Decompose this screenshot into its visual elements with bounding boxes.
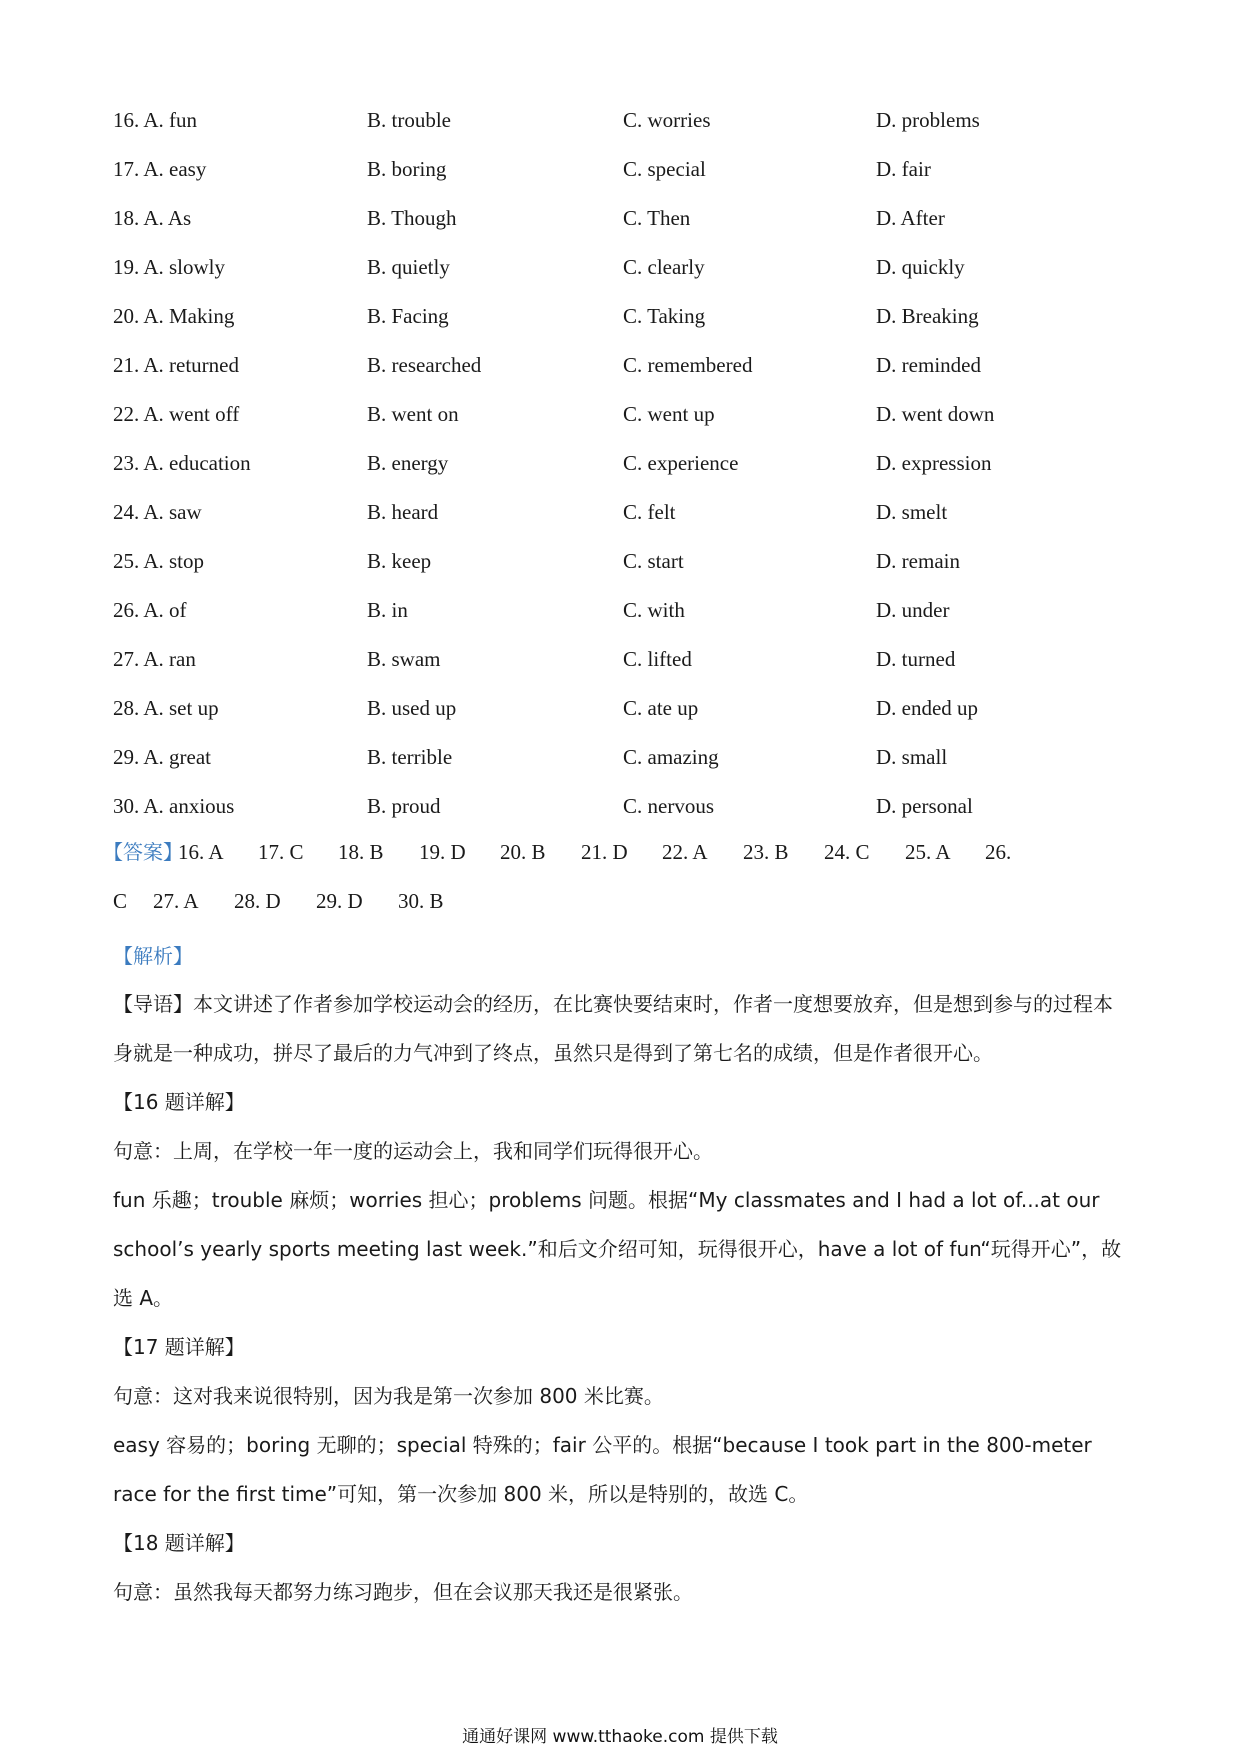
option-b: B. trouble: [367, 108, 451, 132]
answer-item: 20. B: [500, 840, 546, 864]
option-a: 22. A. went off: [113, 402, 240, 426]
option-row: [113, 151, 1133, 200]
option-row: [113, 690, 1133, 739]
answer-item: 16. A: [178, 840, 224, 864]
answer-item: 21. D: [581, 840, 628, 864]
option-a: 18. A. As: [113, 206, 192, 230]
option-b: B. proud: [367, 794, 441, 818]
option-a: 16. A. fun: [113, 108, 197, 132]
answer-item: 23. B: [743, 840, 789, 864]
option-row: [113, 494, 1133, 543]
option-a: 24. A. saw: [113, 500, 202, 524]
option-a: 23. A. education: [113, 451, 251, 475]
answer-item: 26.: [985, 840, 1012, 864]
question-heading: 【18 题详解】: [113, 1531, 245, 1555]
paragraph: easy 容易的；boring 无聊的；special 特殊的；fair 公平的。根据“because I took part in the 800-meter race for the first time”可知，第一次参加 800 米，所以是特别的，故选 C。: [113, 1433, 1092, 1506]
option-row: [113, 445, 1133, 494]
answer-tag: 【答案】: [103, 840, 183, 864]
option-a: 17. A. easy: [113, 157, 207, 181]
page-footer: 通通好课网 www.tthaoke.com 提供下载: [462, 1727, 778, 1747]
option-c: C. with: [623, 598, 685, 622]
option-b: B. Though: [367, 206, 457, 230]
option-d: D. quickly: [876, 255, 965, 279]
answer-item: C: [113, 889, 128, 913]
option-row: [113, 641, 1133, 690]
option-b: B. keep: [367, 549, 432, 573]
option-d: D. went down: [876, 402, 995, 426]
paragraph: 句意：虽然我每天都努力练习跑步，但在会议那天我还是很紧张。: [113, 1580, 693, 1604]
option-b: B. used up: [367, 696, 457, 720]
option-a: 30. A. anxious: [113, 794, 235, 818]
option-list: [113, 102, 1133, 837]
option-a: 20. A. Making: [113, 304, 235, 328]
option-a: 25. A. stop: [113, 549, 205, 573]
option-b: B. terrible: [367, 745, 453, 769]
option-row: [113, 249, 1133, 298]
option-c: C. nervous: [623, 794, 714, 818]
option-c: C. special: [623, 157, 706, 181]
answer-line-1: [103, 834, 1138, 883]
option-b: B. boring: [367, 157, 447, 181]
option-c: C. experience: [623, 451, 739, 475]
option-c: C. worries: [623, 108, 711, 132]
option-c: C. remembered: [623, 353, 753, 377]
option-a: 21. A. returned: [113, 353, 239, 377]
option-c: C. went up: [623, 402, 715, 426]
option-row: [113, 788, 1133, 837]
answer-item: 22. A: [662, 840, 708, 864]
option-c: C. felt: [623, 500, 676, 524]
option-d: D. under: [876, 598, 950, 622]
option-d: D. problems: [876, 108, 980, 132]
answer-item: 30. B: [398, 889, 444, 913]
answer-item: 28. D: [234, 889, 281, 913]
option-a: 29. A. great: [113, 745, 211, 769]
option-c: C. Taking: [623, 304, 706, 328]
option-row: [113, 347, 1133, 396]
question-heading: 【16 题详解】: [113, 1090, 245, 1114]
option-b: B. energy: [367, 451, 449, 475]
option-row: [113, 592, 1133, 641]
option-row: [113, 396, 1133, 445]
option-d: D. remain: [876, 549, 960, 573]
option-d: D. expression: [876, 451, 992, 475]
option-b: B. quietly: [367, 255, 450, 279]
option-d: D. fair: [876, 157, 931, 181]
answer-item: 18. B: [338, 840, 384, 864]
option-a: 27. A. ran: [113, 647, 196, 671]
option-d: D. ended up: [876, 696, 979, 720]
option-c: C. amazing: [623, 745, 719, 769]
answer-item: 19. D: [419, 840, 466, 864]
option-d: D. reminded: [876, 353, 981, 377]
option-a: 19. A. slowly: [113, 255, 226, 279]
option-c: C. start: [623, 549, 684, 573]
question-heading: 【17 题详解】: [113, 1335, 245, 1359]
option-b: B. swam: [367, 647, 441, 671]
option-d: D. After: [876, 206, 945, 230]
answer-block: [103, 834, 1138, 932]
option-c: C. Then: [623, 206, 691, 230]
option-row: [113, 200, 1133, 249]
paragraph: 句意：这对我来说很特别，因为我是第一次参加 800 米比赛。: [113, 1384, 664, 1408]
option-b: B. in: [367, 598, 408, 622]
analysis-tag: 【解析】: [113, 944, 193, 968]
option-b: B. went on: [367, 402, 459, 426]
option-d: D. turned: [876, 647, 956, 671]
option-row: [113, 543, 1133, 592]
option-row: [113, 739, 1133, 788]
option-b: B. researched: [367, 353, 482, 377]
answer-item: 25. A: [905, 840, 951, 864]
option-a: 26. A. of: [113, 598, 187, 622]
option-d: D. smelt: [876, 500, 948, 524]
paragraph: 【导语】本文讲述了作者参加学校运动会的经历，在比赛快要结束时，作者一度想要放弃，但是想到参与的过程本身就是一种成功，拼尽了最后的力气冲到了终点，虽然只是得到了第七名的成绩，但是作者很开心。: [113, 992, 1113, 1065]
option-b: B. Facing: [367, 304, 449, 328]
answer-item: 24. C: [824, 840, 870, 864]
option-b: B. heard: [367, 500, 439, 524]
answer-line-2: [113, 883, 1138, 932]
paragraph: fun 乐趣；trouble 麻烦；worries 担心；problems 问题。根据“My classmates and I had a lot of...at our school’s yearly sports meeting last week.”和后文介绍可知，玩得很开心，have a lot of fun“玩得开心”，故选 A。: [113, 1188, 1122, 1310]
option-d: D. Breaking: [876, 304, 979, 328]
option-c: C. ate up: [623, 696, 699, 720]
option-row: [113, 298, 1133, 347]
option-d: D. personal: [876, 794, 973, 818]
answer-item: 17. C: [258, 840, 304, 864]
option-c: C. lifted: [623, 647, 692, 671]
paragraph: 句意：上周，在学校一年一度的运动会上，我和同学们玩得很开心。: [113, 1139, 713, 1163]
option-c: C. clearly: [623, 255, 705, 279]
option-row: [113, 102, 1133, 151]
option-d: D. small: [876, 745, 948, 769]
answer-item: 27. A: [153, 889, 199, 913]
answer-item: 29. D: [316, 889, 363, 913]
option-a: 28. A. set up: [113, 696, 219, 720]
